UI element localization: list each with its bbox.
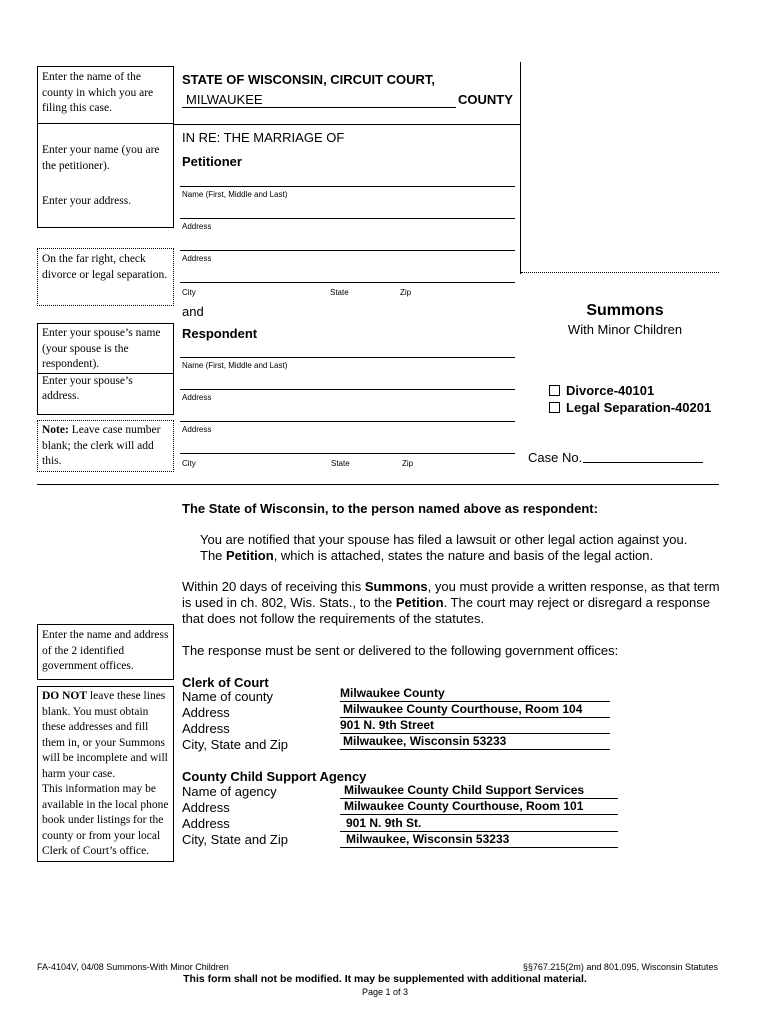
clerk-heading: Clerk of Court (182, 675, 269, 690)
caption-dotted-rule (521, 272, 719, 273)
divorce-checkbox[interactable] (549, 385, 560, 396)
respondent-zip-caption: Zip (402, 459, 414, 468)
respondent-city-caption: City (182, 459, 196, 468)
agency-city-label: City, State and Zip (182, 832, 288, 847)
case-number-label: Case No. (528, 450, 583, 465)
document-subtitle: With Minor Children (567, 322, 683, 337)
option-separation-label: Legal Separation-40201 (566, 400, 712, 415)
respondent-name-caption: Name (First, Middle and Last) (182, 361, 288, 370)
petitioner-city-caption: City (182, 288, 196, 297)
hint-spouse-box (37, 323, 174, 415)
hint-donot-box (37, 686, 174, 862)
option-separation[interactable] (549, 400, 711, 415)
footer-statutes: §§767.215(2m) and 801.095, Wisconsin Statutes (522, 962, 718, 972)
respondent-city-line[interactable] (180, 453, 515, 454)
info-text: This information may be available in the local phone book under listings for the county or from your local Clerk of Court’s office. (42, 783, 169, 857)
case-number-line[interactable] (583, 462, 703, 463)
agency-heading: County Child Support Agency (182, 769, 367, 784)
clerk-labels (182, 689, 288, 753)
court-title: STATE OF WISCONSIN, CIRCUIT COURT, (182, 72, 436, 87)
petitioner-zip-caption: Zip (400, 288, 412, 297)
in-re-label: IN RE: THE MARRIAGE OF (182, 130, 345, 145)
agency-address2-label: Address (182, 816, 230, 831)
footer-page-number: Page 1 of 3 (361, 987, 409, 997)
response-paragraph (182, 579, 720, 627)
agency-labels (182, 784, 288, 848)
agency-address2-field[interactable]: 901 N. 9th St. (340, 816, 618, 832)
respondent-state-caption: State (331, 459, 350, 468)
respondent-name-line[interactable] (180, 357, 515, 358)
hint-note-box (37, 420, 174, 472)
footer-form-id: FA-4104V, 04/08 Summons-With Minor Children (37, 962, 229, 972)
response-line-2: is used in ch. 802, Wis. Stats., to the Petition. The court may reject or disregard a response (182, 595, 710, 610)
petitioner-address-line-1[interactable] (180, 218, 515, 219)
document-title: Summons (586, 302, 664, 319)
body-separator-rule (37, 484, 719, 485)
respondent-address-line-2[interactable] (180, 421, 515, 422)
caption-header-rule (174, 124, 520, 125)
petitioner-address-line-2[interactable] (180, 250, 515, 251)
respondent-address-line-1[interactable] (180, 389, 515, 390)
notice-paragraph (200, 532, 687, 564)
agency-name-label: Name of agency (182, 784, 277, 799)
petitioner-city-line[interactable] (180, 282, 515, 283)
and-label: and (182, 304, 204, 319)
hint-check-box (37, 248, 174, 306)
notice-line-1: You are notified that your spouse has filed a lawsuit or other legal action against you. (200, 532, 688, 547)
clerk-address2-field[interactable]: 901 N. 9th Street (340, 718, 610, 734)
respondent-address-caption-2: Address (182, 425, 212, 434)
hint-county: Enter the name of the county in which you are filing this case. (42, 71, 154, 114)
agency-name-field[interactable]: Milwaukee County Child Support Services (340, 783, 618, 799)
response-line-1: Within 20 days of receiving this Summons, you must provide a written response, as that term (182, 579, 720, 594)
petitioner-state-caption: State (330, 288, 349, 297)
hint-check: On the far right, check divorce or legal separation. (42, 253, 168, 281)
footer-notice: This form shall not be modified. It may be supplemented with additional material. (183, 973, 587, 985)
clerk-name-field[interactable]: Milwaukee County (340, 686, 610, 702)
petitioner-name-line[interactable] (180, 186, 515, 187)
clerk-city-label: City, State and Zip (182, 737, 288, 752)
clerk-name-label: Name of county (182, 689, 274, 704)
respondent-address-caption-1: Address (182, 393, 212, 402)
hint-address: Enter your address. (42, 195, 132, 207)
option-divorce-label: Divorce-40101 (566, 383, 655, 398)
body-heading: The State of Wisconsin, to the person named above as respondent: (182, 501, 598, 516)
petitioner-label: Petitioner (182, 154, 242, 169)
hint-spouse-address: Enter your spouse’s address. (38, 373, 173, 405)
petitioner-name-caption: Name (First, Middle and Last) (182, 190, 288, 199)
hint-name: Enter your name (you are the petitioner). (42, 144, 160, 172)
hint-offices: Enter the name and address of the 2 identified government offices. (42, 629, 169, 672)
clerk-city-field[interactable]: Milwaukee, Wisconsin 53233 (340, 734, 610, 750)
agency-city-field[interactable]: Milwaukee, Wisconsin 53233 (340, 832, 618, 848)
petitioner-address-caption-1: Address (182, 222, 212, 231)
clerk-address1-label: Address (182, 705, 230, 720)
agency-address1-field[interactable]: Milwaukee County Courthouse, Room 101 (340, 799, 618, 815)
response-line-3: that does not follow the requirements of the statutes. (182, 611, 485, 626)
donot-label: DO NOT (42, 690, 88, 702)
respondent-label: Respondent (182, 326, 258, 341)
donot-text: leave these lines blank. You must obtain these addresses and fill them in, or your Summons will be incomplete and will harm your case. (42, 690, 168, 780)
note-label: Note: (42, 424, 69, 436)
petitioner-address-caption-2: Address (182, 254, 212, 263)
agency-address1-label: Address (182, 800, 230, 815)
clerk-address2-label: Address (182, 721, 230, 736)
hint-offices-box (37, 624, 174, 680)
county-value[interactable]: MILWAUKEE (182, 92, 456, 108)
hint-county-box (37, 66, 174, 124)
separation-checkbox[interactable] (549, 402, 560, 413)
caption-divider-vertical (520, 62, 521, 274)
offices-instruction: The response must be sent or delivered to the following government offices: (182, 643, 619, 658)
notice-line-2: The Petition, which is attached, states the nature and basis of the legal action. (200, 548, 654, 563)
note-text: Leave case number blank; the clerk will add this. (42, 424, 161, 467)
option-divorce[interactable] (549, 383, 654, 398)
hint-name-address-box (37, 124, 174, 228)
county-label: COUNTY (458, 92, 513, 107)
hint-spouse-name: Enter your spouse’s name (your spouse is the respondent). (42, 327, 161, 370)
clerk-address1-field[interactable]: Milwaukee County Courthouse, Room 104 (340, 702, 610, 718)
